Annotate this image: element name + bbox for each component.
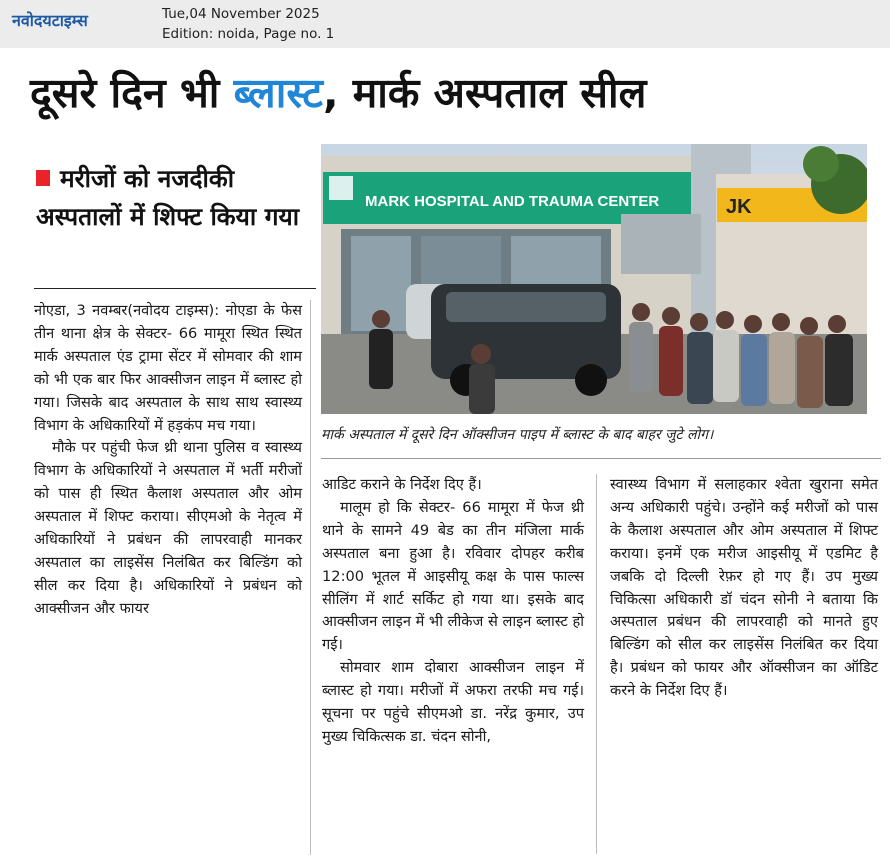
article-column-1 bbox=[34, 300, 302, 621]
hospital-photo bbox=[321, 144, 867, 414]
article-column-3 bbox=[610, 474, 878, 703]
column-rule bbox=[310, 300, 311, 855]
paragraph: मौके पर पहुंची फेज थ्री थाना पुलिस व स्वास्थ्य विभाग के अधिकारियों ने अस्पताल में भर्ती मरीजों को पास ही स्थित कैलाश अस्पताल और ओम अस्पताल में शिफ्ट कराया। सीएमओ के नेतृत्व में अधिकारियों ने प्रबंधन की लापरवाही मानकर अस्पताल का लाइसेंस निलंबित कर बिल्डिंग को सील कर दिया है। अधिकारियों ने प्रबंधन को आक्सीजन और फायर bbox=[34, 439, 302, 617]
hospital-sign-text: MARK HOSPITAL AND TRAUMA CENTER bbox=[365, 193, 660, 210]
headline bbox=[30, 64, 880, 120]
headline-part1: दूसरे दिन भी bbox=[30, 69, 234, 117]
divider bbox=[34, 288, 316, 289]
column-rule bbox=[596, 474, 597, 854]
subheadline-text: मरीजों को नजदीकी अस्पतालों में शिफ्ट किया गया bbox=[36, 164, 300, 231]
issue-date: Tue,04 November 2025 bbox=[162, 6, 320, 22]
red-square-icon bbox=[36, 170, 50, 186]
subheadline bbox=[36, 160, 306, 236]
edition-info bbox=[162, 4, 334, 44]
newspaper-logo: नवोदयटाइम्स bbox=[12, 11, 88, 30]
hospital-photo-illustration bbox=[321, 144, 867, 414]
paragraph: नोएडा, 3 नवम्बर(नवोदय टाइम्स): नोएडा के फेस तीन थाना क्षेत्र के सेक्टर- 66 मामूरा स्थित स्थित मार्क अस्पताल एंड ट्रामा सेंटर में सोमवार की शाम को भी एक बार फिर आक्सीजन लाइन में ब्लास्ट हो गया। जिसके बाद अस्पताल के साथ साथ स्वास्थ्य विभाग के अधिकारियों में हड़कंप मच गया। bbox=[34, 302, 302, 434]
photo-caption: मार्क अस्पताल में दूसरे दिन ऑक्सीजन पाइप में ब्लास्ट के बाद बाहर जुटे लोग। bbox=[321, 427, 714, 443]
headline-part2: , मार्क अस्पताल सील bbox=[322, 69, 647, 117]
paragraph: मालूम हो कि सेक्टर- 66 मामूरा में फेज थ्री थाने के सामने 49 बेड का तीन मंजिला मार्क अस्पताल बना हुआ है। रविवार दोपहर करीब 12:00 भूतल में आइसीयू कक्ष के पास फाल्स सीलिंग में शार्ट सर्किट हो गया था। इसके बाद आक्सीजन लाइन में भी लीकेज से लाइन ब्लास्ट हो गई। bbox=[322, 498, 584, 654]
edition-page: Edition: noida, Page no. 1 bbox=[162, 26, 335, 42]
masthead-bar bbox=[0, 0, 890, 48]
caption-divider bbox=[321, 458, 881, 459]
paragraph: आडिट कराने के निर्देश दिए हैं। bbox=[322, 476, 482, 493]
article-column-2 bbox=[322, 474, 584, 749]
headline-highlight: ब्लास्ट bbox=[233, 69, 323, 117]
side-sign-text: JK bbox=[726, 196, 752, 218]
paragraph: सोमवार शाम दोबारा आक्सीजन लाइन में ब्लास्ट हो गया। मरीजों में अफरा तरफी मच गई। सूचना पर पहुंचे सीएमओ डा. नरेंद्र कुमार, उप मुख्य चिकित्सक डा. चंदन सोनी, bbox=[322, 659, 584, 745]
paragraph: स्वास्थ्य विभाग में सलाहकार श्वेता खुराना समेत अन्य अधिकारी पहुंचे। उन्होंने कई मरीजों को पास के कैलाश अस्पताल और ओम अस्पताल में शिफ्ट कराया। इनमें एक मरीज आइसीयू में एडमिट है जबकि दो दिल्ली रेफ़र हो गए हैं। उप मुख्य चिकित्सा अधिकारी डॉ चंदन सोनी ने बताया कि अस्पताल प्रबंधन की लापरवाही को मानते हुए बिल्डिंग को सील कर लाइसेंस निलंबित कर दिया है। प्रबंधन को फायर और ऑक्सीजन का ऑडिट करने के निर्देश दिए हैं। bbox=[610, 476, 878, 700]
